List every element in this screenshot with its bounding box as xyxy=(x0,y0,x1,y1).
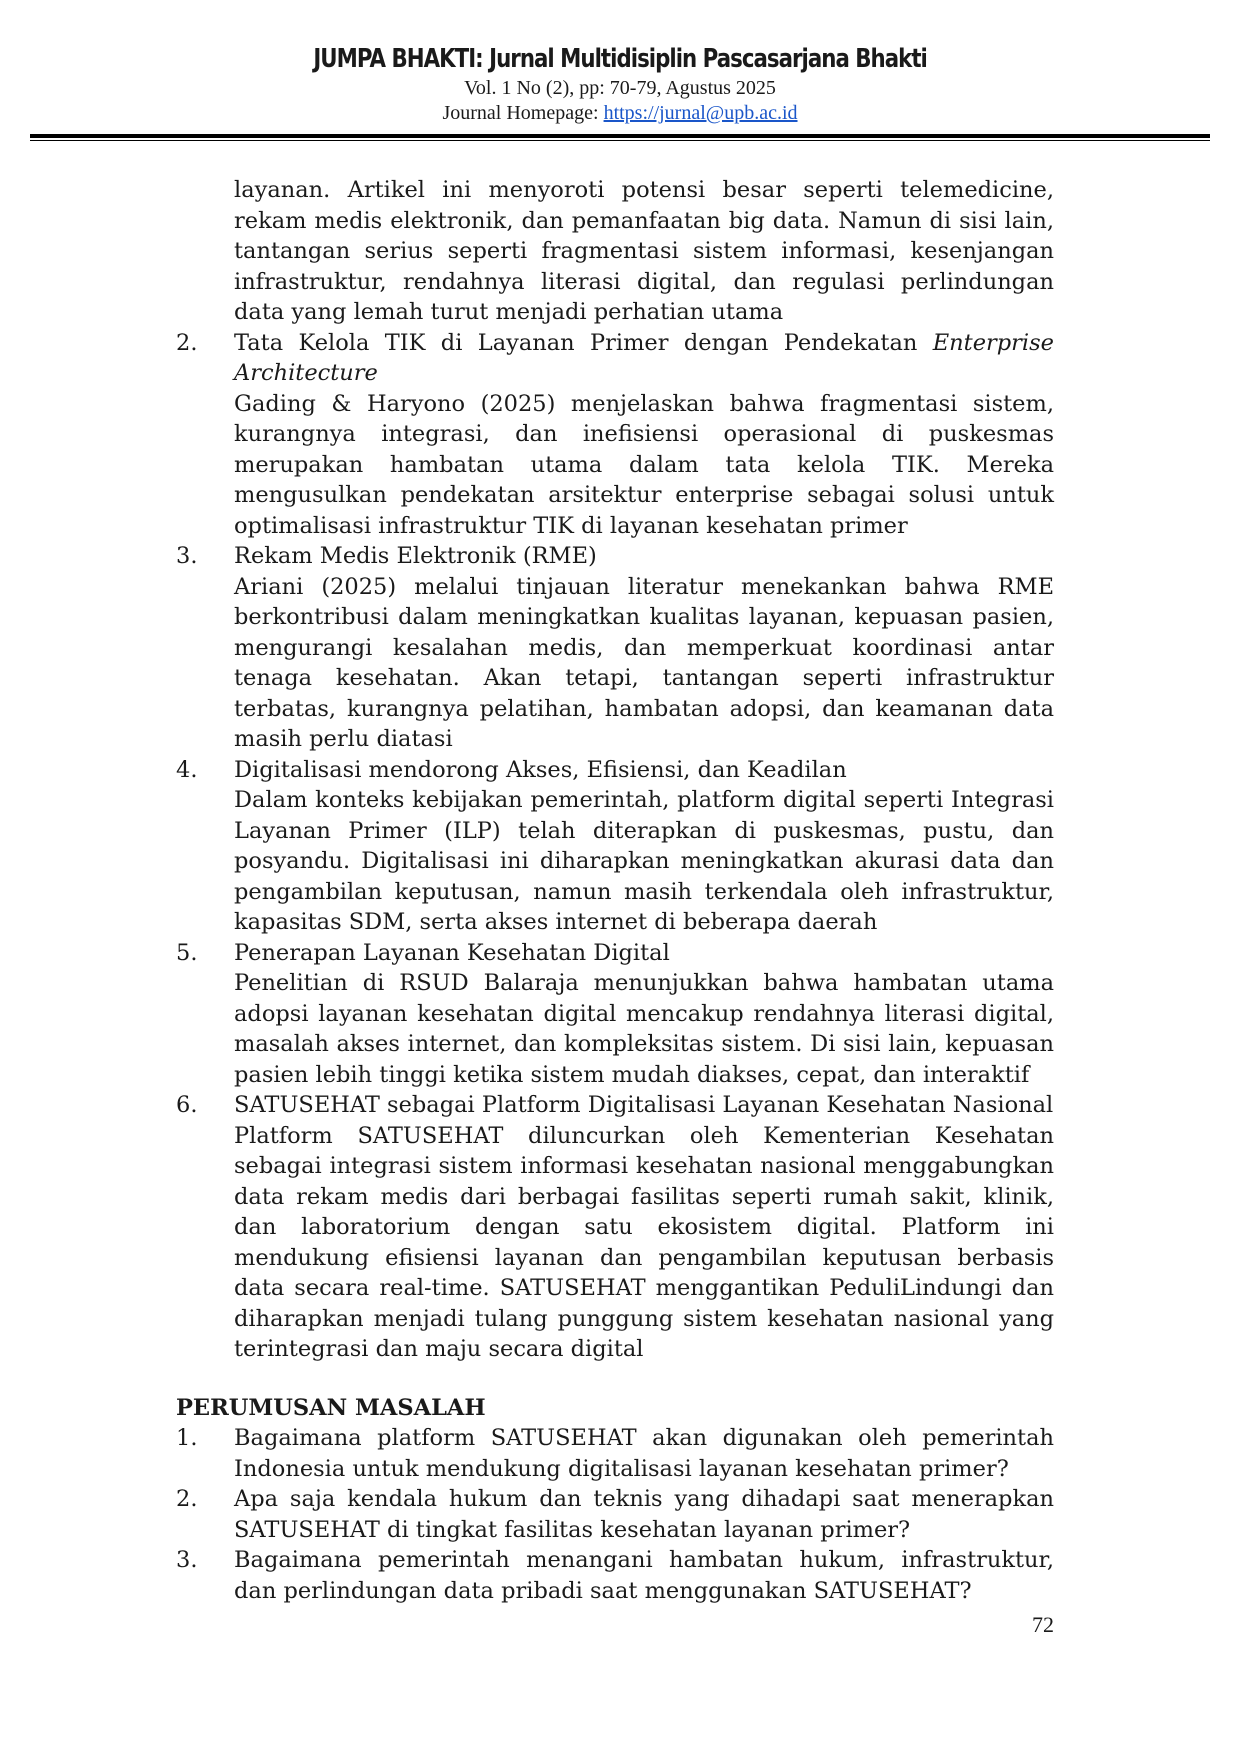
list-item-title: SATUSEHAT sebagai Platform Digitalisasi Layanan Kesehatan Nasional xyxy=(234,1092,1054,1118)
page-number: 72 xyxy=(1032,1612,1054,1637)
list-item xyxy=(176,1090,1054,1365)
list-item-number: 5. xyxy=(176,939,198,966)
question-item xyxy=(176,1423,1054,1484)
list-item-title: Tata Kelola TIK di Layanan Primer dengan Pendekatan Enterprise Architecture xyxy=(234,329,1054,386)
section-heading: PERUMUSAN MASALAH xyxy=(176,1394,486,1421)
question-number: 1. xyxy=(176,1425,198,1451)
list-item xyxy=(176,938,1054,1091)
list-item-text: Ariani (2025) melalui tinjauan literatur menekankan bahwa RME berkontribusi dalam meningkatkan kualitas layanan, kepuasan pasien, mengurangi kesalahan medis, dan memperkuat koordinasi antar tenaga kesehatan. Akan tetapi, tantangan seperti infrastruktur terbatas, kurangnya pelatihan, hambatan adopsi, dan keamanan data masih perlu diatasi xyxy=(234,573,1054,752)
list-item-text: Platform SATUSEHAT diluncurkan oleh Kementerian Kesehatan sebagai integrasi sistem informasi kesehatan nasional menggabungkan data rekam medis dari berbagai fasilitas seperti rumah sakit, klinik, dan laboratorium dengan satu ekosistem digital. Platform ini mendukung efisiensi layanan dan pengambilan keputusan berbasis data secara real-time. SATUSEHAT menggantikan PeduliLindungi dan diharapkan menjadi tulang punggung sistem kesehatan nasional yang terintegrasi dan maju secara digital xyxy=(234,1122,1054,1362)
list-item xyxy=(176,541,1054,755)
homepage-line xyxy=(0,101,1240,126)
list-item-number: 2. xyxy=(176,329,198,356)
list-item-text: Gading & Haryono (2025) menjelaskan bahwa fragmentasi sistem, kurangnya integrasi, dan inefisiensi operasional di puskesmas merupakan hambatan utama dalam tata kelola TIK. Mereka mengusulkan pendekatan arsitektur enterprise sebagai solusi untuk optimalisasi infrastruktur TIK di layanan kesehatan primer xyxy=(234,390,1054,539)
list-item-number: 4. xyxy=(176,756,198,783)
volume-line: Vol. 1 No (2), pp: 70-79, Agustus 2025 xyxy=(464,77,776,99)
intro-paragraph: layanan. Artikel ini menyoroti potensi besar seperti telemedicine, rekam medis elektronik, dan pemanfaatan big data. Namun di sisi lain, tantangan serius seperti fragmentasi sistem informasi, kesenjangan infrastruktur, rendahnya literasi digital, dan regulasi perlindungan data yang lemah turut menjadi perhatian utama xyxy=(234,177,1054,325)
question-item xyxy=(176,1545,1054,1606)
page-header xyxy=(0,42,1240,126)
question-item xyxy=(176,1484,1054,1545)
question-text: Bagaimana pemerintah menangani hambatan hukum, infrastruktur, dan perlindungan data pribadi saat menggunakan SATUSEHAT? xyxy=(234,1547,1054,1604)
list-item-title: Rekam Medis Elektronik (RME) xyxy=(234,543,597,569)
journal-title: JUMPA BHAKTI: Jurnal Multidisiplin Pascasarjana Bhakti xyxy=(313,44,927,74)
list-item xyxy=(176,328,1054,542)
list-item-title: Digitalisasi mendorong Akses, Efisiensi, dan Keadilan xyxy=(234,756,847,783)
question-number: 2. xyxy=(176,1486,198,1512)
question-text: Bagaimana platform SATUSEHAT akan digunakan oleh pemerintah Indonesia untuk mendukung digitalisasi layanan kesehatan primer? xyxy=(234,1425,1054,1482)
list-item-title: Penerapan Layanan Kesehatan Digital xyxy=(234,939,670,966)
header-rule-thick xyxy=(30,134,1210,138)
list-item-text: Dalam konteks kebijakan pemerintah, platform digital seperti Integrasi Layanan Primer (ILP) telah diterapkan di puskesmas, pustu, dan posyandu. Digitalisasi ini diharapkan meningkatkan akurasi data dan pengambilan keputusan, namun masih terkendala oleh infrastruktur, kapasitas SDM, serta akses internet di beberapa daerah xyxy=(234,787,1054,935)
homepage-label: Journal Homepage: xyxy=(442,102,604,124)
question-text: Apa saja kendala hukum dan teknis yang dihadapi saat menerapkan SATUSEHAT di tingkat fasilitas kesehatan layanan primer? xyxy=(234,1486,1054,1543)
article-body xyxy=(176,175,1054,1606)
list-item xyxy=(176,755,1054,938)
homepage-link[interactable]: https://jurnal@upb.ac.id xyxy=(603,102,798,124)
header-rule-thin xyxy=(30,140,1210,141)
list-item-number: 6. xyxy=(176,1092,198,1118)
question-number: 3. xyxy=(176,1547,198,1573)
list-item-text: Penelitian di RSUD Balaraja menunjukkan bahwa hambatan utama adopsi layanan kesehatan digital mencakup rendahnya literasi digital, masalah akses internet, dan kompleksitas sistem. Di sisi lain, kepuasan pasien lebih tinggi ketika sistem mudah diakses, cepat, dan interaktif xyxy=(234,970,1054,1088)
list-item-title-italic: Enterprise Architecture xyxy=(234,329,1054,386)
list-item-number: 3. xyxy=(176,543,198,569)
